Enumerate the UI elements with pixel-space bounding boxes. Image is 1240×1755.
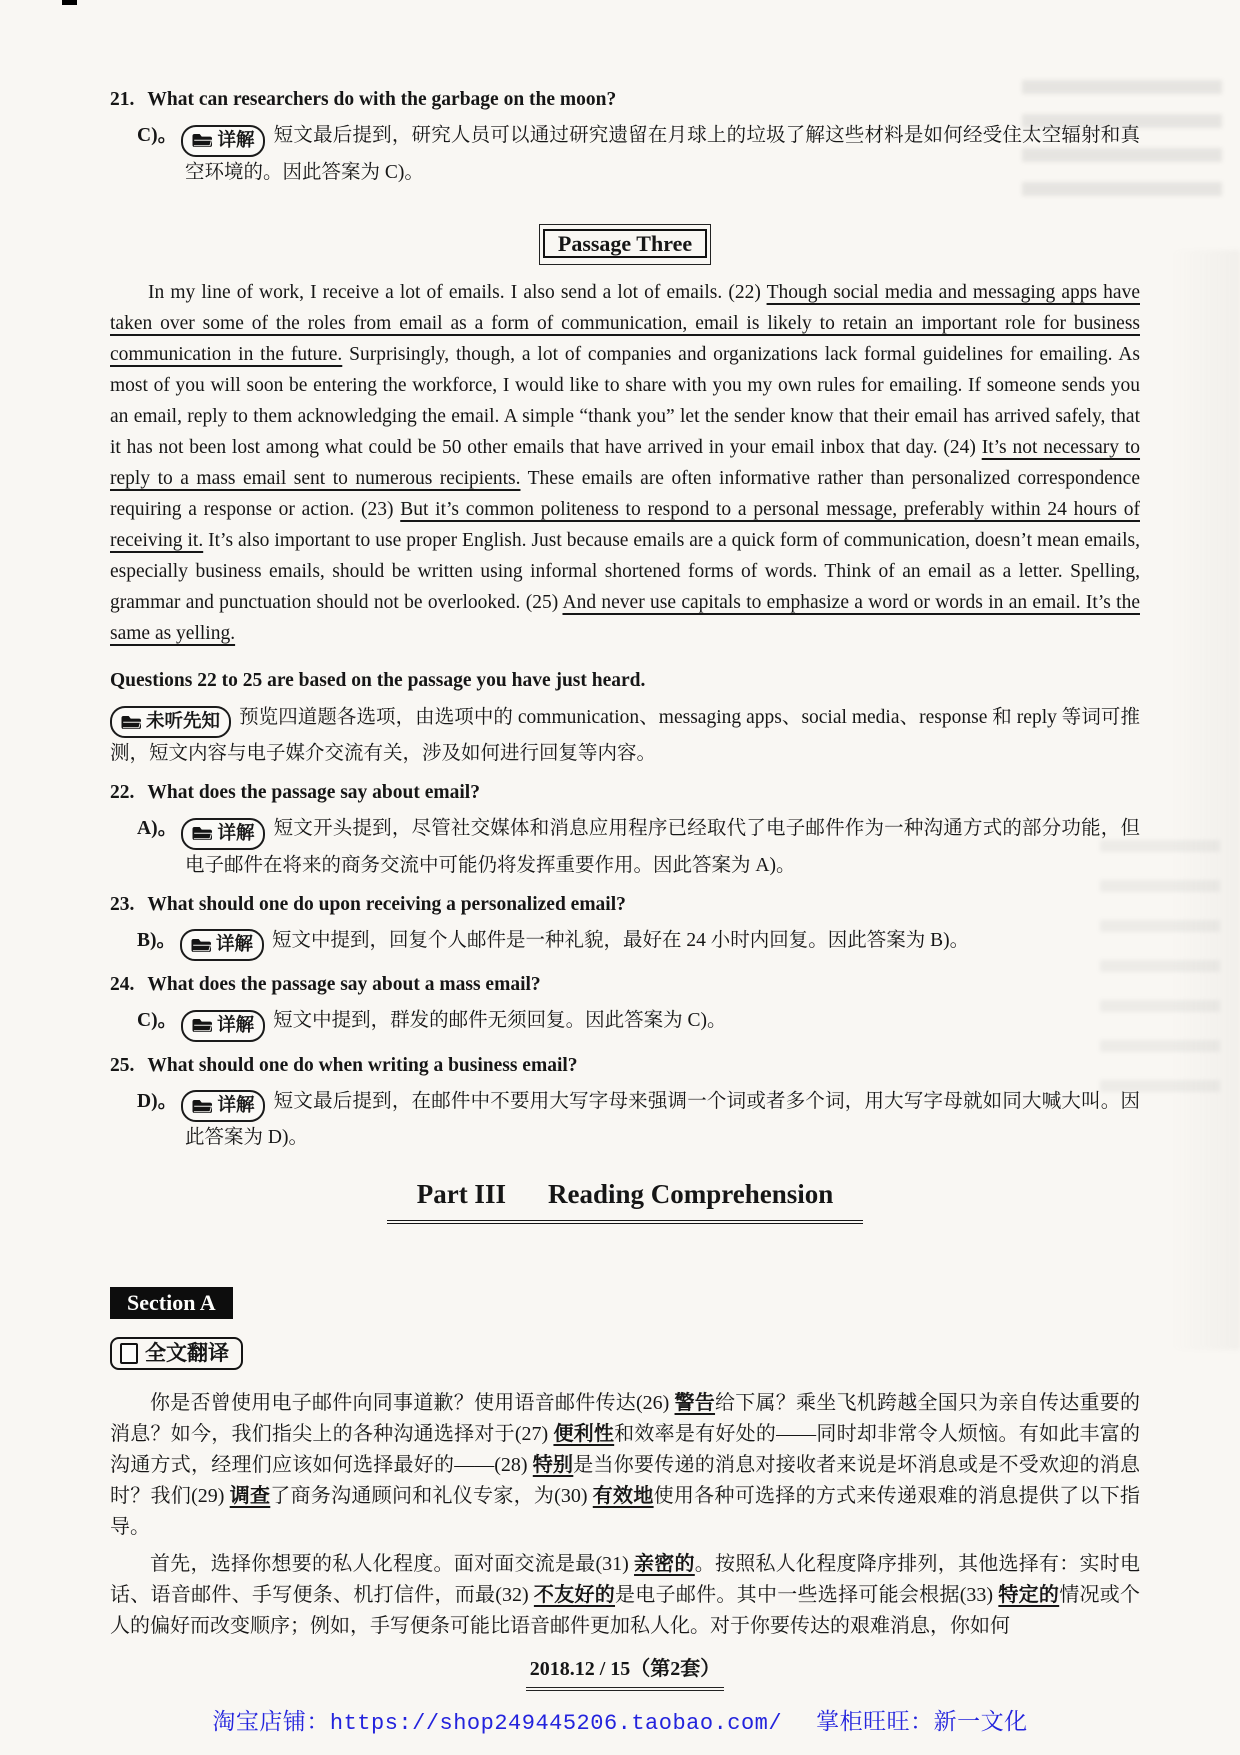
folder-icon — [192, 826, 212, 841]
question-22-line — [110, 777, 1140, 808]
answer-marker: D)。 — [137, 1090, 178, 1112]
answer-marker: A)。 — [137, 818, 178, 839]
part3-heading-rule — [387, 1175, 864, 1224]
folder-icon — [192, 133, 212, 148]
translation-paragraph-2 — [110, 1549, 1140, 1642]
explanation-text: 短文中提到，群发的邮件无须回复。因此答案为 C)。 — [273, 1010, 727, 1031]
passage-title-wrap — [110, 224, 1140, 265]
badge-label: 详解 — [217, 1096, 255, 1116]
question-number: 21. — [110, 89, 135, 110]
part3-heading — [110, 1175, 1140, 1224]
passage-title-box — [539, 224, 710, 265]
text-segment: 。按照私人化程度降序排列，其他选择有：实时电话、语音邮件、手写便条、机打信件，而最(32) — [110, 1553, 1141, 1606]
translation-paragraph-1 — [110, 1388, 1140, 1543]
text-segment: 是当你要传递的消息对接收者来说是坏消息或是不受欢迎的消息时？我们(29) — [110, 1454, 1141, 1507]
detail-badge — [181, 1010, 265, 1042]
detail-badge — [180, 929, 264, 961]
shop-info-line — [0, 1706, 1240, 1739]
questions-note: Questions 22 to 25 are based on the passage you have just heard. — [110, 669, 646, 691]
explanation-text: 短文最后提到，在邮件中不要用大写字母来强调一个词或者多个词，用大写字母就如同大喊大叫。因此答案为 D)。 — [185, 1090, 1140, 1148]
underlined-segment: 亲密的 — [634, 1553, 695, 1575]
answer-22-line — [110, 813, 1140, 881]
question-25-block — [110, 1050, 1140, 1154]
shop-owner-label: 掌柜旺旺：新一文化 — [816, 1709, 1028, 1734]
part3-label: Part III — [416, 1179, 506, 1209]
text-segment: 情况或个人的偏好而改变顺序；例如，手写便条可能比语音邮件更加私人化。对于你要传达的艰难消息，你如何 — [110, 1584, 1141, 1637]
question-text: What should one do upon receiving a personalized email? — [147, 893, 626, 915]
badge-label: 详解 — [217, 1015, 255, 1036]
question-number: 23. — [110, 893, 135, 915]
question-21-line — [110, 84, 1140, 115]
underlined-segment: But it’s common politeness to respond to a personal message, preferably within 24 hours of receiving it. — [110, 498, 1140, 551]
text-segment: In my line of work, I receive a lot of emails. I also send a lot of emails. (22) — [148, 281, 767, 303]
part3-title: Reading Comprehension — [547, 1179, 834, 1209]
question-number: 22. — [110, 782, 135, 803]
question-text: What does the passage say about a mass email? — [147, 974, 541, 995]
issue-label: 2018.12 / 15（第2套） — [526, 1654, 725, 1691]
preview-badge — [110, 706, 231, 738]
answer-marker: B)。 — [137, 929, 177, 951]
text-segment: 你是否曾使用电子邮件向同事道歉？使用语音邮件传达(26) — [150, 1392, 675, 1414]
detail-badge — [181, 818, 265, 850]
question-23-line — [110, 889, 1140, 920]
explanation-text: 短文开头提到，尽管社交媒体和消息应用程序已经取代了电子邮件作为一种沟通方式的部分功能，但电子邮件在将来的商务交流中可能仍将发挥重要作用。因此答案为 A)。 — [185, 818, 1140, 876]
answer-marker: C)。 — [137, 1010, 178, 1031]
underlined-segment: 特别 — [532, 1454, 574, 1476]
explanation-text: 短文中提到，回复个人邮件是一种礼貌，最好在 24 小时内回复。因此答案为 B)。 — [272, 929, 970, 951]
scan-corner-mark — [62, 0, 77, 5]
folder-icon — [121, 715, 141, 730]
text-segment: These emails are often informative rather than personalized correspondence requiring a response or action. (23) — [110, 467, 1140, 520]
preview-text: 预览四道题各选项，由选项中的 communication、messaging apps、social media、response 和 reply 等词可推测，短文内容与电子媒介交流有关，涉及如何进行回复等内容。 — [110, 706, 1140, 764]
passage-text — [110, 277, 1140, 649]
page-footer — [110, 1654, 1140, 1691]
question-24-line — [110, 969, 1140, 1000]
detail-badge — [181, 125, 265, 157]
question-22-block — [110, 777, 1140, 881]
text-segment: 是电子邮件。其中一些选择可能会根据(33) — [615, 1584, 999, 1606]
answer-25-line — [110, 1086, 1140, 1154]
text-segment: 首先，选择你想要的私人化程度。面对面交流是最(31) — [150, 1553, 635, 1575]
question-21-block — [110, 84, 1140, 188]
square-doc-icon — [120, 1343, 138, 1364]
shop-url: https://shop249445206.taobao.com/ — [329, 1711, 783, 1736]
answer-23-line — [110, 925, 1140, 962]
text-segment: 使用各种可选择的方式来传递艰难的消息提供了以下指导。 — [110, 1485, 1141, 1538]
explanation-text: 短文最后提到，研究人员可以通过研究遗留在月球上的垃圾了解这些材料是如何经受住太空辐射和真空环境的。因此答案为 C)。 — [185, 125, 1140, 183]
folder-icon — [191, 938, 211, 953]
question-number: 25. — [110, 1054, 135, 1076]
underlined-segment: 便利性 — [553, 1423, 615, 1445]
text-segment: Surprisingly, though, a lot of companies and organizations lack formal guidelines for emailing. As most of you will soon be entering the workforce, I would like to share with you my own rules for emailing. If someone sends you an email, reply to them acknowledging the email. A simple “thank you” let the sender know that their email has arrived safely, that it has not been lost among what could be 50 other emails that have arrived in your email inbox that day. (24) — [110, 343, 1140, 458]
badge-label: 未听先知 — [146, 712, 221, 732]
answer-marker: C)。 — [137, 125, 178, 146]
badge-label: 详解 — [216, 935, 254, 955]
question-24-block — [110, 969, 1140, 1042]
text-segment: 给下属？乘坐飞机跨越全国只为亲自传达重要的消息？如今，我们指尖上的各种沟通选择对于(27) — [110, 1392, 1140, 1445]
detail-badge — [181, 1090, 265, 1122]
question-25-line — [110, 1050, 1140, 1081]
underlined-segment: 调查 — [229, 1485, 271, 1507]
preview-line — [110, 702, 1140, 770]
underlined-segment: And never use capitals to emphasize a word or words in an email. It’s the same as yelling. — [110, 591, 1140, 644]
question-text: What should one do when writing a business email? — [147, 1054, 578, 1076]
text-segment: 和效率是有好处的——同时却非常令人烦恼。有如此丰富的沟通方式，经理们应该如何选择最好的——(28) — [110, 1423, 1141, 1476]
answer-24-line — [110, 1005, 1140, 1042]
translation-badge — [110, 1337, 243, 1370]
underlined-segment: 特定的 — [998, 1584, 1060, 1606]
question-text: What can researchers do with the garbage on the moon? — [147, 89, 617, 110]
underlined-segment: Though social media and messaging apps have taken over some of the roles from email as a form of communication, email is likely to retain an important role for business communication in the future. — [110, 281, 1140, 365]
passage-title: Passage Three — [543, 229, 707, 258]
underlined-segment: 警告 — [674, 1392, 716, 1414]
question-number: 24. — [110, 974, 135, 995]
question-text: What does the passage say about email? — [147, 782, 480, 803]
answer-21-line — [110, 120, 1140, 188]
section-a-label: Section A — [110, 1287, 233, 1319]
badge-label: 详解 — [217, 823, 255, 844]
badge-label: 详解 — [217, 130, 255, 151]
text-segment: 了商务沟通顾问和礼仪专家，为(30) — [270, 1485, 593, 1507]
underlined-segment: 不友好的 — [533, 1584, 616, 1606]
underlined-segment: It’s not necessary to reply to a mass email sent to numerous recipients. — [110, 436, 1141, 489]
text-segment: It’s also important to use proper English. Just because emails are a quick form of communication, doesn’t mean emails, especially business emails, should be written using informal shortened forms of words. Think of an email as a letter. Spelling, grammar and punctuation should not be overlooked. (25) — [110, 529, 1140, 613]
folder-icon — [192, 1099, 212, 1114]
question-23-block — [110, 889, 1140, 962]
shop-label: 淘宝店铺： — [212, 1709, 330, 1734]
underlined-segment: 有效地 — [592, 1485, 654, 1507]
badge-label: 全文翻译 — [145, 1342, 229, 1365]
folder-icon — [192, 1018, 212, 1033]
